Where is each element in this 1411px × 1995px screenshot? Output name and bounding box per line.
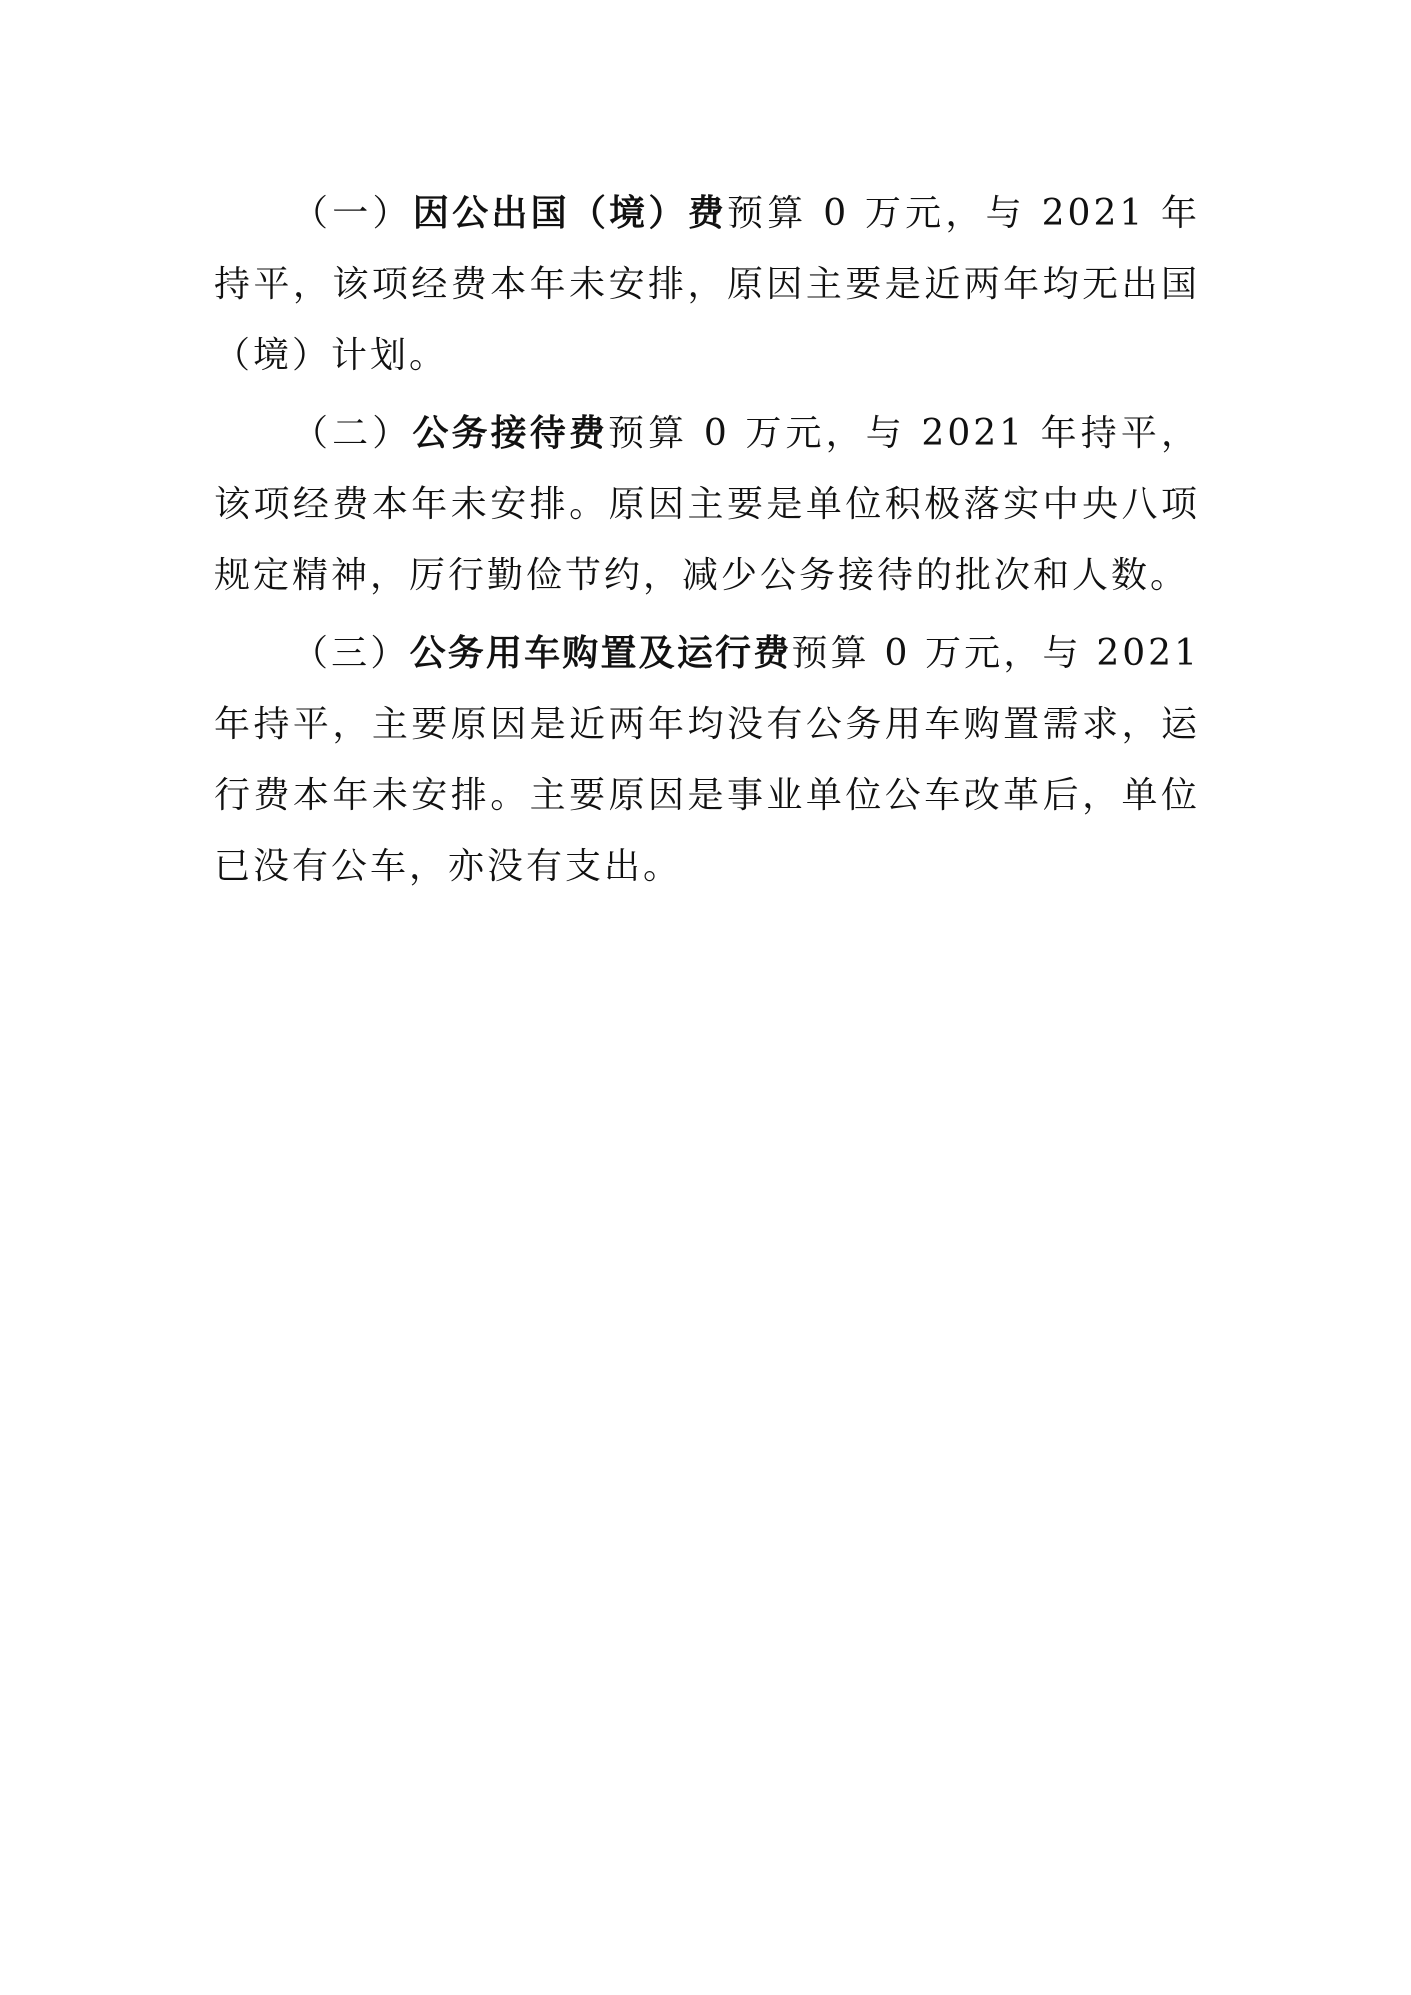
paragraph-number: （二） [292, 413, 413, 454]
paragraph-text: 预算 0 万元，与 2021 年持平，该项经费本年未安排，原因主要是近两年均无出国（境）计划。 [214, 193, 1200, 376]
paragraph-text: 预算 0 万元，与 2021 年持平，主要原因是近两年均没有公务用车购置需求，运行费本年未安排。主要原因是事业单位公车改革后，单位已没有公车，亦没有支出。 [214, 633, 1200, 887]
paragraph-heading: 公务接待费 [412, 413, 609, 454]
paragraph-official-vehicles [214, 618, 1200, 902]
paragraph-official-reception [214, 398, 1200, 611]
paragraph-overseas-travel [214, 178, 1200, 391]
paragraph-heading: 公务用车购置及运行费 [409, 633, 792, 674]
document-body [214, 178, 1200, 909]
paragraph-number: （一） [292, 193, 413, 234]
paragraph-number: （三） [292, 633, 410, 674]
paragraph-heading: 因公出国（境）费 [412, 193, 727, 234]
paragraph-text: 预算 0 万元，与 2021 年持平，该项经费本年未安排。原因主要是单位积极落实中央八项规定精神，厉行勤俭节约，减少公务接待的批次和人数。 [214, 413, 1200, 596]
